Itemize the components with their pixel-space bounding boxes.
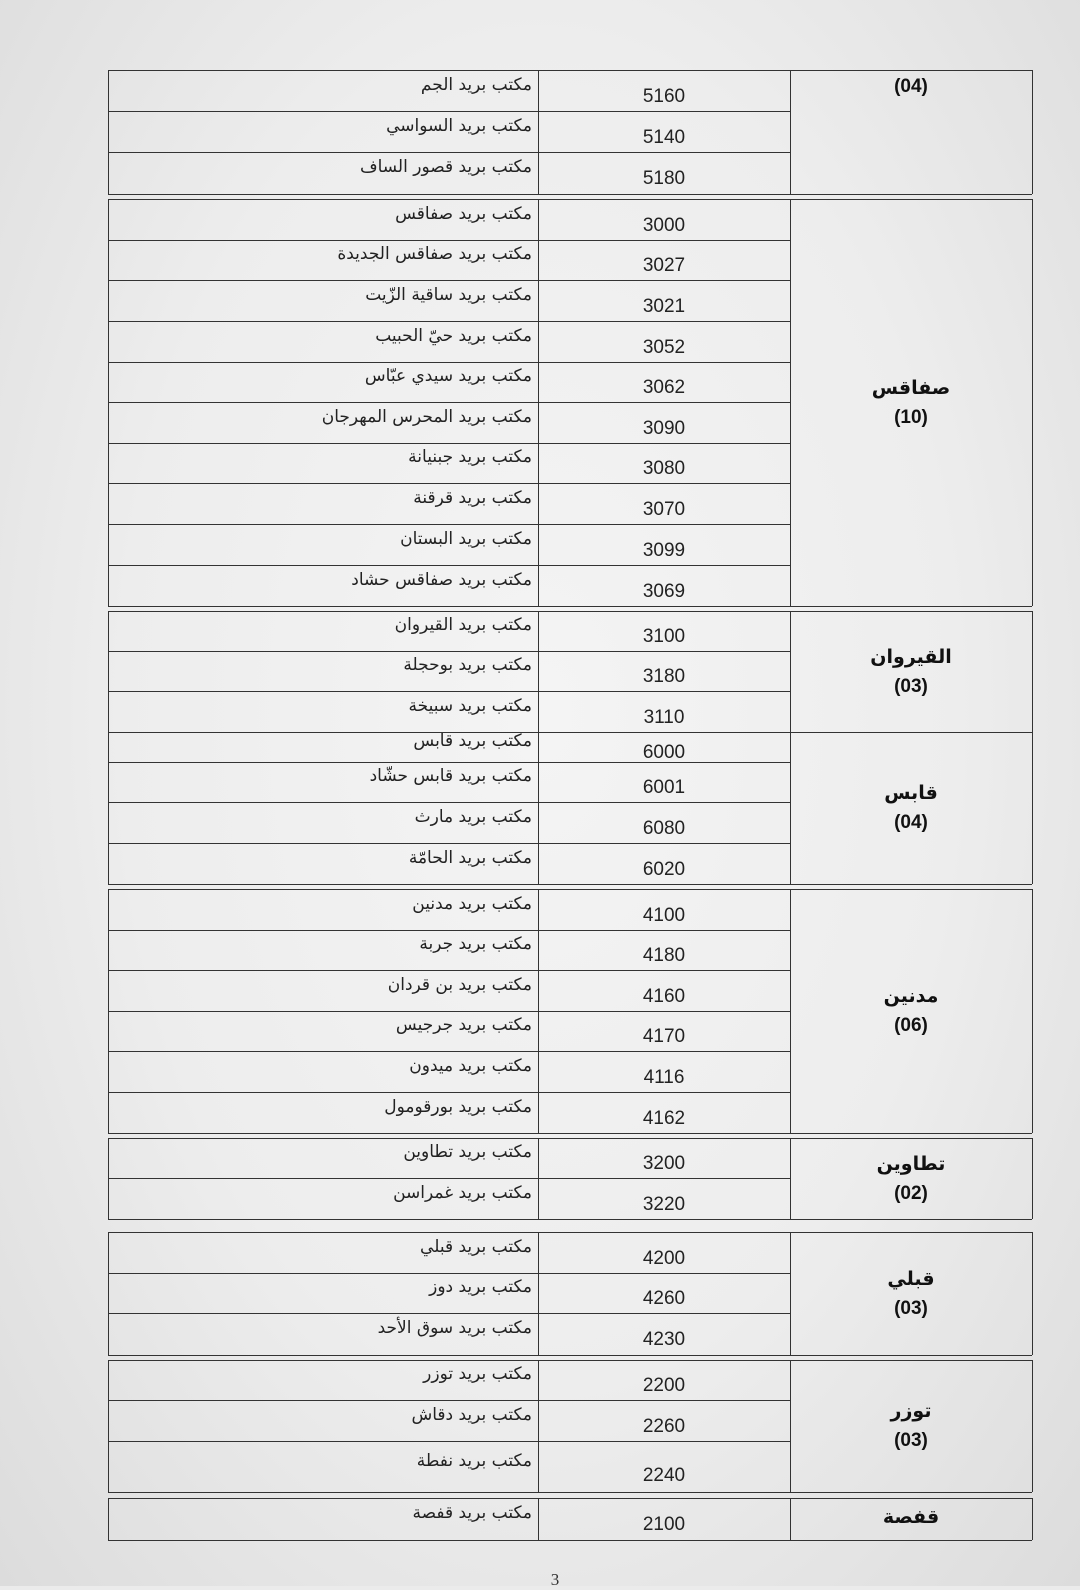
office-name: مكتب بريد قفصة: [412, 1503, 532, 1523]
postal-code: 5180: [642, 168, 686, 189]
page-number: 3: [550, 1570, 560, 1589]
office-name: مكتب بريد سيدي عبّاس: [364, 366, 532, 386]
office-name: مكتب بريد ميدون: [409, 1055, 532, 1076]
office-name: مكتب بريد قابس حشّاد: [369, 766, 532, 786]
column-divider: [1032, 1360, 1033, 1492]
office-name: مكتب بريد قبلي: [420, 1236, 532, 1257]
column-divider: [1032, 732, 1033, 884]
office-name: مكتب بريد نفطة: [416, 1450, 532, 1471]
office-name: مكتب بريد قرقنة: [413, 487, 532, 508]
column-divider: [1032, 889, 1033, 1133]
postal-code: 3090: [642, 418, 686, 439]
column-divider: [1032, 1232, 1033, 1355]
postal-code: 5160: [642, 86, 686, 107]
governorate-office-count: (03): [894, 1430, 928, 1451]
postal-code: 3100: [642, 626, 686, 647]
postal-code: 6000: [642, 742, 686, 763]
postal-code: 3062: [642, 377, 686, 398]
postal-code: 3200: [642, 1153, 686, 1174]
governorate-name: صفاقس: [871, 376, 951, 399]
postal-code: 3052: [642, 337, 686, 358]
postal-code: 3000: [642, 215, 686, 236]
postal-code: 3110: [643, 707, 685, 728]
postal-code: 4230: [642, 1329, 686, 1350]
office-name: مكتب بريد المحرس المهرجان: [321, 406, 532, 427]
office-name: مكتب بريد قابس: [413, 731, 532, 751]
office-name: مكتب بريد حيّ الحبيب: [375, 325, 532, 346]
office-name: مكتب بريد بوحجلة: [403, 655, 532, 675]
postal-code: 4260: [642, 1288, 686, 1309]
office-name: مكتب بريد دوز: [429, 1277, 532, 1297]
column-divider: [1032, 199, 1033, 606]
postal-code: 4162: [642, 1108, 686, 1129]
office-name: مكتب بريد جربة: [419, 934, 532, 954]
postal-code: 3070: [642, 499, 686, 520]
governorate-name: قبلي: [887, 1267, 935, 1290]
postal-code: 3220: [642, 1194, 686, 1215]
postal-code: 6020: [642, 859, 686, 880]
office-name: مكتب بريد سبيخة: [408, 695, 532, 716]
office-name: مكتب بريد تطاوين: [403, 1142, 532, 1162]
office-name: مكتب بريد مدنين: [412, 893, 532, 914]
office-name: مكتب بريد السواسي: [386, 115, 532, 136]
office-name: مكتب بريد دقاش: [411, 1404, 532, 1425]
office-name: مكتب بريد قصور الساف: [359, 157, 532, 177]
postal-code: 3021: [642, 296, 686, 317]
office-name: مكتب بريد مارث: [414, 806, 532, 827]
office-name: مكتب بريد غمراسن: [393, 1182, 532, 1203]
office-name: مكتب بريد البستان: [400, 528, 532, 549]
governorate-office-count: (03): [894, 675, 928, 697]
postal-code: 6001: [642, 777, 686, 798]
governorate-name: قفصة: [882, 1506, 940, 1528]
office-name: مكتب بريد جرجيس: [395, 1015, 532, 1035]
office-name: مكتب بريد الحامّة: [408, 847, 532, 868]
governorate-office-count: (04): [894, 76, 928, 97]
postal-code: 4160: [642, 986, 686, 1007]
office-name: مكتب بريد سوق الأحد: [377, 1318, 532, 1338]
governorate-office-count: (06): [894, 1015, 928, 1036]
postal-code: 5140: [642, 127, 686, 148]
postal-code: 6080: [642, 818, 686, 839]
postal-code: 4200: [642, 1248, 686, 1269]
office-name: مكتب بريد بورقومول: [384, 1096, 532, 1117]
postal-code: 3180: [642, 666, 686, 687]
postal-code: 2240: [642, 1465, 686, 1486]
office-name: مكتب بريد توزر: [423, 1364, 532, 1384]
office-name: مكتب بريد صفاقس: [395, 203, 532, 224]
postal-code: 2100: [642, 1514, 686, 1535]
office-name: مكتب بريد القيروان: [394, 615, 532, 635]
governorate-name: مدنين: [883, 985, 939, 1007]
office-name: مكتب بريد الجم: [420, 74, 532, 95]
governorate-office-count: (03): [894, 1297, 928, 1319]
office-name: مكتب بريد صفاقس حشاد: [351, 569, 532, 590]
governorate-name: قابس: [884, 782, 938, 804]
governorate-name: تطاوين: [876, 1152, 946, 1175]
column-divider: [1032, 70, 1033, 194]
postal-code: 3099: [642, 540, 686, 561]
postal-code: 2260: [642, 1416, 686, 1437]
governorate-office-count: (02): [894, 1182, 928, 1204]
postal-code: 4116: [643, 1067, 685, 1088]
office-name: مكتب بريد جبنيانة: [408, 447, 532, 467]
postal-code: 4100: [642, 905, 686, 926]
office-name: مكتب بريد بن قردان: [387, 974, 532, 995]
column-divider: [1032, 1498, 1033, 1540]
office-name: مكتب بريد ساقية الزّيت: [365, 284, 532, 305]
postal-code: 3080: [642, 458, 686, 479]
postal-code: 4180: [642, 945, 686, 966]
governorate-office-count: (10): [894, 406, 928, 428]
governorate-name: القيروان: [870, 645, 952, 668]
postal-code: 3027: [642, 255, 686, 276]
office-name: مكتب بريد صفاقس الجديدة: [337, 244, 532, 264]
column-divider: [1032, 1138, 1033, 1219]
postal-code: 3069: [642, 581, 686, 602]
governorate-name: توزر: [890, 1400, 932, 1422]
postal-code: 2200: [642, 1375, 686, 1396]
column-divider: [1032, 611, 1033, 732]
governorate-office-count: (04): [894, 812, 928, 833]
postal-code: 4170: [642, 1026, 686, 1047]
